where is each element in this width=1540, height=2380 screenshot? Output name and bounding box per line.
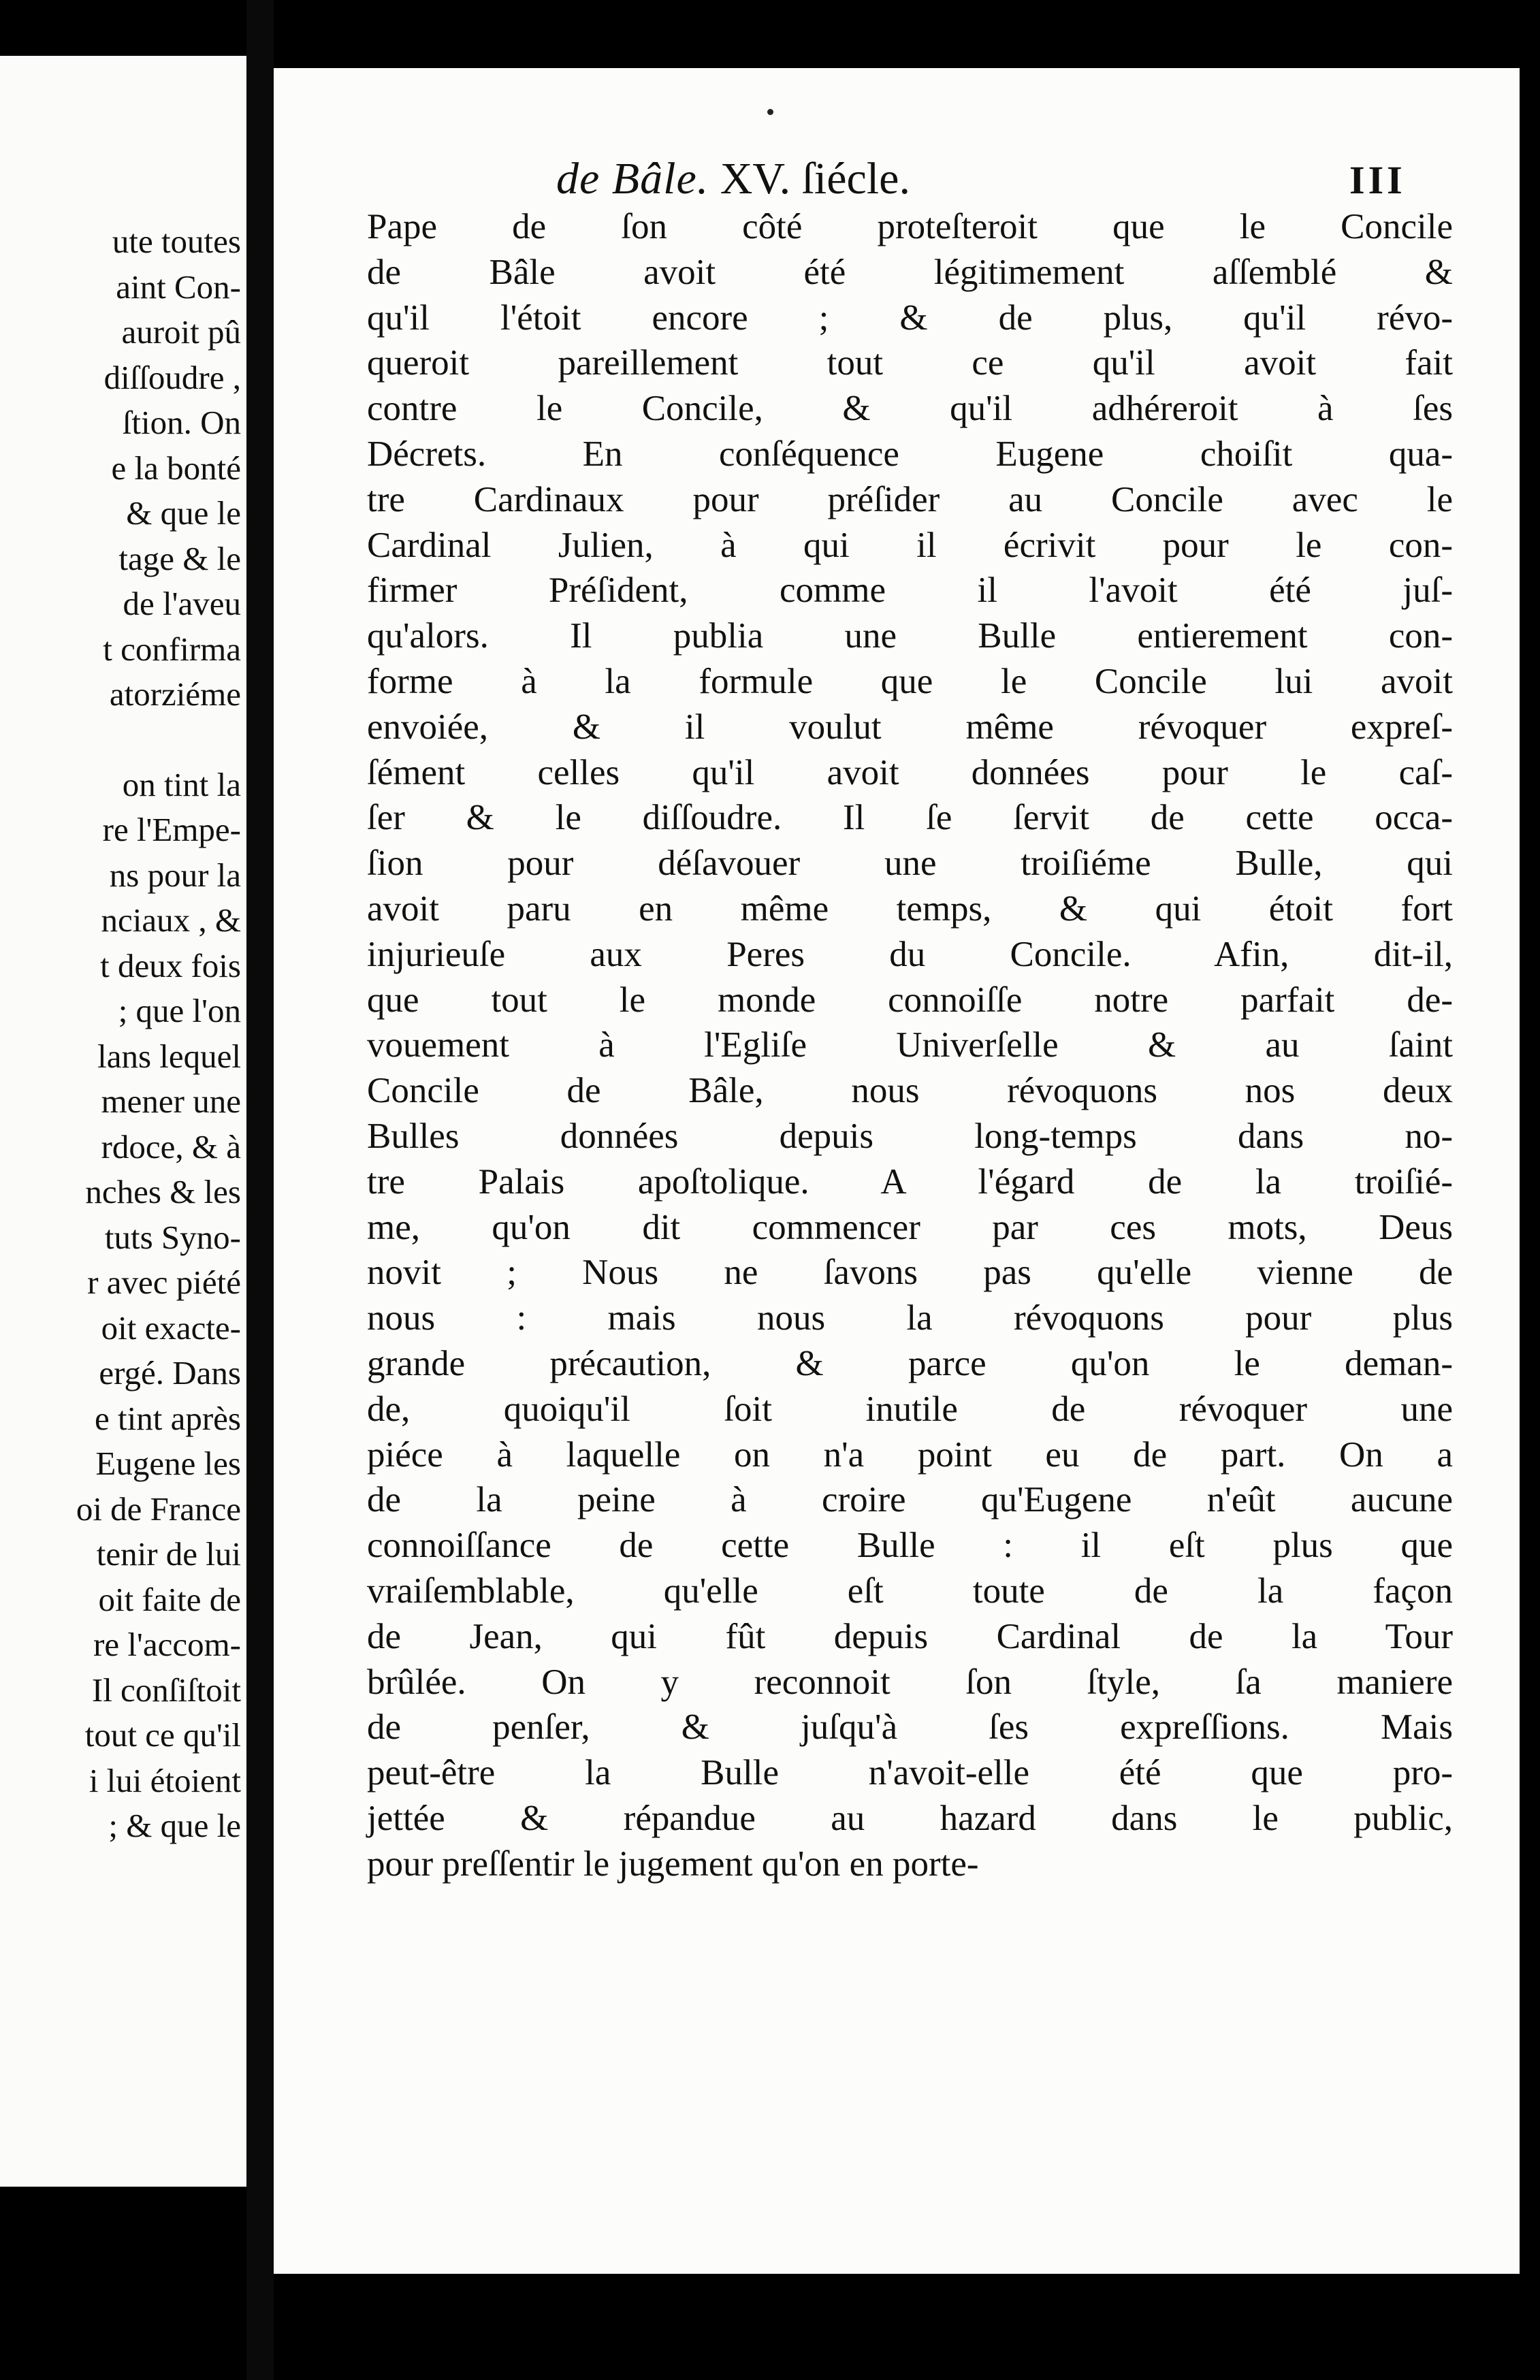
text-line: de Bâle avoit été légitimement aſſemblé & bbox=[367, 252, 1453, 292]
left-line-gap bbox=[0, 718, 241, 762]
left-line: Il conſiſtoit bbox=[91, 1671, 241, 1709]
text-line: me, qu'on dit commencer par ces mots, Deus bbox=[367, 1207, 1453, 1247]
text-line: connoiſſance de cette Bulle : il eſt plus que bbox=[367, 1526, 1453, 1566]
left-line: aint Con- bbox=[116, 268, 241, 306]
text-line: envoiée, & il voulut même révoquer expreſ- bbox=[367, 707, 1453, 747]
left-line: t deux fois bbox=[100, 946, 241, 984]
text-line: tre Palais apoſtolique. A l'égard de la troiſié- bbox=[367, 1161, 1453, 1202]
left-line: tenir de lui bbox=[96, 1535, 241, 1573]
text-line: vouement à l'Egliſe Univerſelle & au ſaint bbox=[367, 1025, 1453, 1065]
right-page bbox=[274, 68, 1520, 2274]
text-line: qu'alors. Il publia une Bulle entierement con- bbox=[367, 616, 1453, 656]
text-line: de la peine à croire qu'Eugene n'eût aucune bbox=[367, 1480, 1453, 1520]
left-line: tout ce qu'il bbox=[84, 1716, 241, 1754]
text-line: contre le Concile, & qu'il adhéreroit à ſes bbox=[367, 389, 1453, 429]
text-line: Bulles données depuis long-temps dans no- bbox=[367, 1116, 1453, 1156]
running-head bbox=[556, 153, 1319, 205]
text-line: brûlée. On y reconnoit ſon ſtyle, ſa maniere bbox=[367, 1662, 1453, 1702]
left-line: oit faite de bbox=[98, 1580, 241, 1618]
ink-speck bbox=[767, 109, 773, 115]
left-line: ute toutes bbox=[112, 223, 241, 260]
text-line: nous : mais nous la révoquons pour plus bbox=[367, 1298, 1453, 1338]
text-line: Pape de ſon côté proteſteroit que le Concile bbox=[367, 207, 1453, 246]
left-line: ; que l'on bbox=[118, 992, 241, 1029]
left-line: rdoce, & à bbox=[101, 1127, 241, 1165]
text-line: avoit paru en même temps, & qui étoit fort bbox=[367, 888, 1453, 929]
text-line: tre Cardinaux pour préſider au Concile avec le bbox=[367, 479, 1453, 519]
left-line: t confirma bbox=[103, 630, 241, 668]
left-line: Eugene les bbox=[95, 1445, 241, 1482]
left-line: lans lequel bbox=[97, 1037, 241, 1075]
text-line: queroit pareillement tout ce qu'il avoit fait bbox=[367, 343, 1453, 383]
left-line: atorziéme bbox=[109, 675, 241, 713]
text-line: ſion pour déſavouer une troiſiéme Bulle, qui bbox=[367, 843, 1453, 884]
left-line: ſtion. On bbox=[122, 404, 241, 441]
text-line: pour preſſentir le jugement qu'on en porte- bbox=[367, 1844, 979, 1884]
text-line: de, quoiqu'il ſoit inutile de révoquer une bbox=[367, 1389, 1453, 1429]
left-line: e tint après bbox=[95, 1399, 241, 1437]
left-line: & que le bbox=[126, 494, 241, 532]
running-head-title: de Bâle. bbox=[556, 154, 709, 204]
left-line: i lui étoient bbox=[89, 1761, 241, 1799]
left-line: e la bonté bbox=[111, 449, 241, 487]
text-line: grande précaution, & parce qu'on le deman- bbox=[367, 1343, 1453, 1383]
left-line: nciaux , & bbox=[101, 901, 241, 939]
text-line: que tout le monde connoiſſe notre parfait de- bbox=[367, 980, 1453, 1020]
text-line: Décrets. En conſéquence Eugene choiſit qua- bbox=[367, 434, 1453, 474]
left-line: diſſoudre , bbox=[103, 358, 241, 396]
left-page bbox=[0, 56, 246, 2187]
text-line: Cardinal Julien, à qui il écrivit pour le con- bbox=[367, 525, 1453, 565]
text-line: Concile de Bâle, nous révoquons nos deux bbox=[367, 1071, 1453, 1111]
left-line: on tint la bbox=[122, 765, 241, 803]
book-gutter bbox=[246, 0, 274, 2380]
text-line: piéce à laquelle on n'a point eu de part. On a bbox=[367, 1434, 1453, 1475]
text-line: firmer Préſident, comme il l'avoit été juſ- bbox=[367, 570, 1453, 611]
left-line: oi de France bbox=[76, 1490, 241, 1528]
left-line: re l'accom- bbox=[93, 1626, 241, 1663]
text-line: forme à la formule que le Concile lui avoit bbox=[367, 661, 1453, 701]
text-line: ſément celles qu'il avoit données pour le caſ- bbox=[367, 752, 1453, 792]
text-line: peut-être la Bulle n'avoit-elle été que pro- bbox=[367, 1753, 1453, 1793]
left-line: ergé. Dans bbox=[99, 1354, 241, 1392]
text-line: ſer & le diſſoudre. Il ſe ſervit de cette occa- bbox=[367, 798, 1453, 838]
left-line: r avec piété bbox=[87, 1264, 241, 1301]
left-line: re l'Empe- bbox=[102, 811, 241, 848]
left-line: mener une bbox=[101, 1082, 241, 1120]
running-head-century: XV. ſiécle. bbox=[720, 154, 910, 204]
text-line: qu'il l'étoit encore ; & de plus, qu'il révo- bbox=[367, 298, 1453, 338]
text-line: de Jean, qui fût depuis Cardinal de la Tour bbox=[367, 1616, 1453, 1656]
text-line: de penſer, & juſqu'à ſes expreſſions. Mais bbox=[367, 1707, 1453, 1748]
left-line: tuts Syno- bbox=[104, 1218, 241, 1256]
left-page-text bbox=[0, 219, 241, 1849]
left-line: tage & le bbox=[118, 539, 241, 577]
text-line: injurieuſe aux Peres du Concile. Afin, dit-il, bbox=[367, 934, 1453, 974]
left-line: auroit pû bbox=[121, 313, 241, 351]
text-line: novit ; Nous ne ſavons pas qu'elle vienne de bbox=[367, 1253, 1453, 1293]
left-line: oit exacte- bbox=[101, 1308, 241, 1347]
left-line: nches & les bbox=[85, 1173, 241, 1210]
text-line: jettée & répandue au hazard dans le public, bbox=[367, 1798, 1453, 1838]
text-line: vraiſemblable, qu'elle eſt toute de la façon bbox=[367, 1571, 1453, 1611]
page-number: III bbox=[1349, 158, 1406, 202]
left-line: ns pour la bbox=[109, 856, 241, 894]
left-line: de l'aveu bbox=[123, 585, 241, 622]
body-text bbox=[367, 204, 1453, 1886]
left-line: ; & que le bbox=[108, 1807, 241, 1844]
